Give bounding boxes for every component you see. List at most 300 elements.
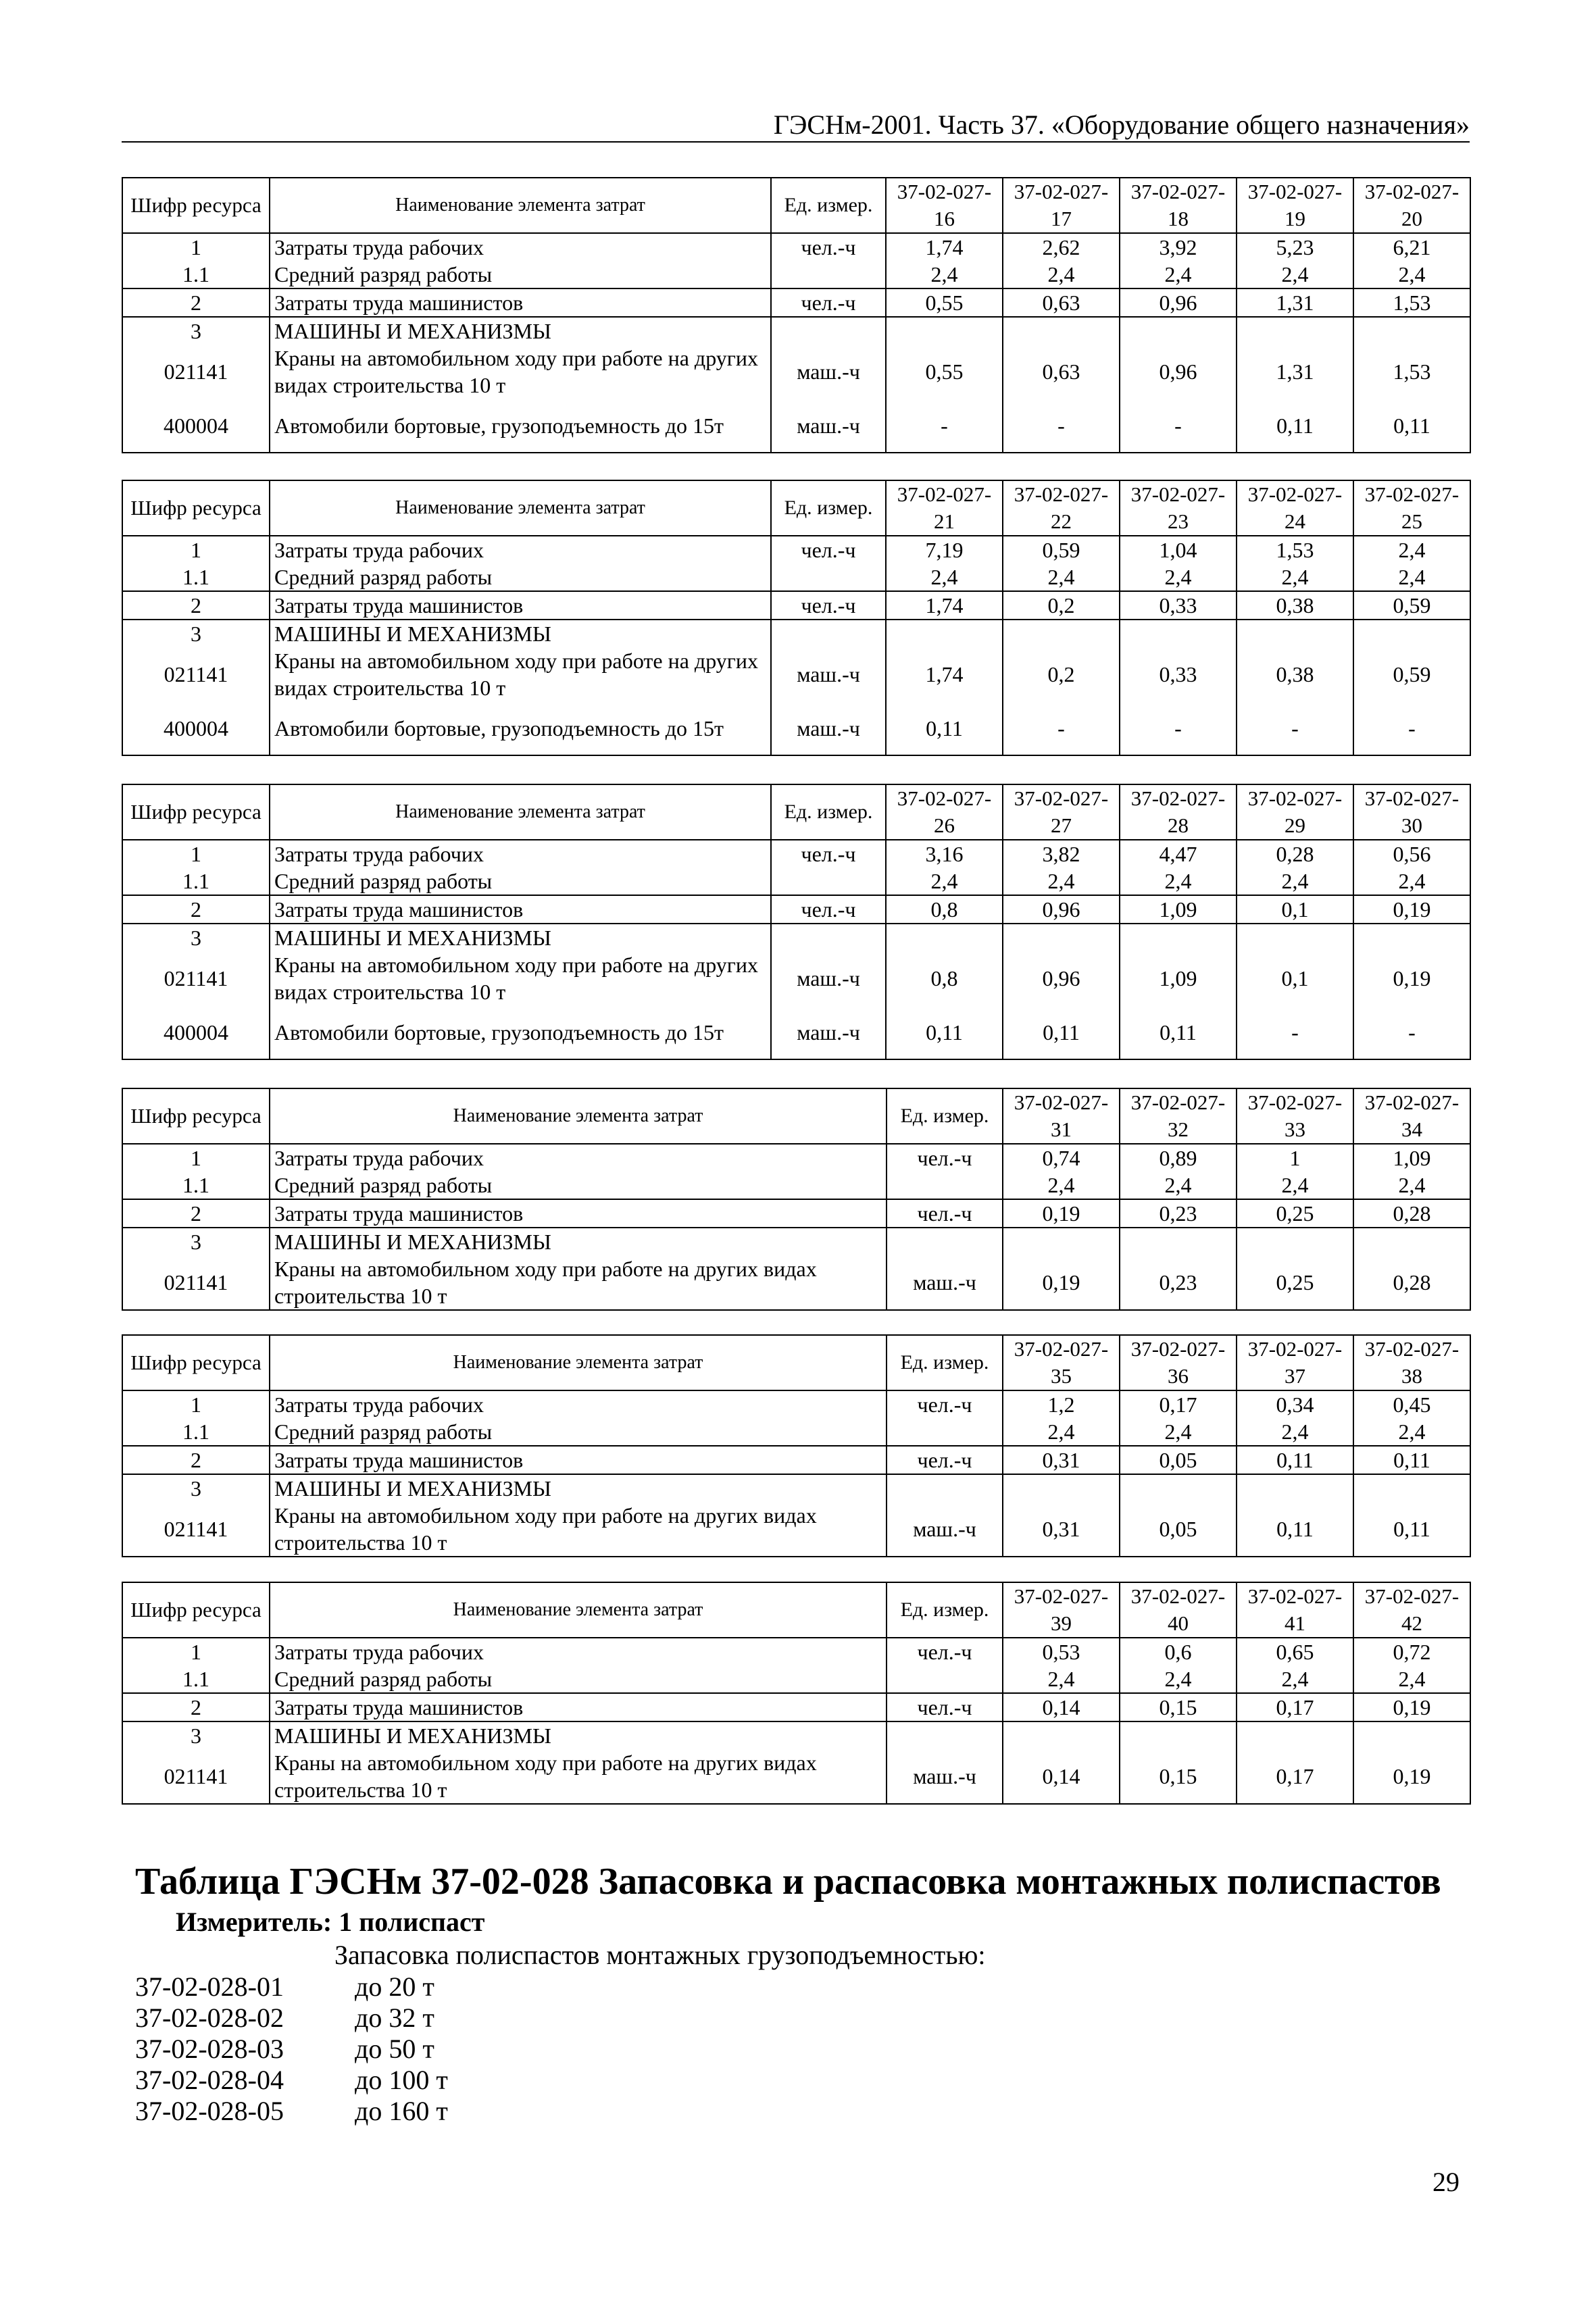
row-unit: маш.-ч — [887, 1749, 1003, 1804]
row-value — [1237, 1228, 1353, 1255]
row-unit: чел.-ч — [771, 895, 886, 924]
row-name: Затраты труда машинистов — [270, 895, 771, 924]
row-value: 0,31 — [1003, 1446, 1120, 1474]
row-value — [1237, 317, 1353, 345]
table-row — [122, 840, 1470, 867]
row-name: Краны на автомобильном ходу при работе на других видах строительства 10 т — [270, 647, 771, 701]
row-value — [1237, 1721, 1353, 1749]
item-label: до 100 т — [355, 2065, 448, 2095]
row-unit: чел.-ч — [887, 1638, 1003, 1665]
row-code: 1 — [122, 536, 270, 563]
row-unit: чел.-ч — [887, 1446, 1003, 1474]
row-value: 0,23 — [1120, 1199, 1237, 1228]
table-row — [122, 1693, 1470, 1721]
row-name: Средний разряд работы — [270, 1665, 887, 1693]
header-unit: Ед. измер. — [887, 1582, 1003, 1638]
row-value: 5,23 — [1237, 233, 1353, 261]
row-value: 1,04 — [1120, 536, 1237, 563]
row-value: 2,4 — [886, 867, 1003, 895]
row-unit — [887, 1172, 1003, 1199]
row-value — [1237, 1474, 1353, 1502]
row-value: 2,4 — [1353, 1172, 1470, 1199]
row-name: Затраты труда машинистов — [270, 288, 771, 317]
table-header-row — [122, 178, 1470, 233]
row-name: МАШИНЫ И МЕХАНИЗМЫ — [270, 1228, 887, 1255]
row-value: 0,63 — [1003, 345, 1120, 399]
header-norm-code: 37-02-027-39 — [1003, 1582, 1120, 1638]
table-row — [122, 1418, 1470, 1446]
row-unit — [887, 1418, 1003, 1446]
row-name: Средний разряд работы — [270, 563, 771, 591]
norm-table — [122, 1334, 1471, 1557]
table-row — [122, 867, 1470, 895]
row-unit: маш.-ч — [887, 1502, 1003, 1557]
row-value — [1120, 317, 1237, 345]
header-norm-code: 37-02-027-23 — [1120, 480, 1237, 536]
row-name: Краны на автомобильном ходу при работе на других видах строительства 10 т — [270, 345, 771, 399]
row-unit — [887, 1721, 1003, 1749]
row-value: 0,05 — [1120, 1446, 1237, 1474]
row-value: 2,4 — [1120, 1665, 1237, 1693]
row-unit — [887, 1228, 1003, 1255]
table-row — [122, 233, 1470, 261]
row-value — [1353, 1228, 1470, 1255]
row-value: 0,34 — [1237, 1390, 1353, 1418]
row-value: 2,62 — [1003, 233, 1120, 261]
table-row — [122, 647, 1470, 701]
header-code: Шифр ресурса — [122, 784, 270, 840]
row-value — [886, 924, 1003, 951]
table-row — [122, 1502, 1470, 1557]
row-name: Затраты труда рабочих — [270, 840, 771, 867]
row-code: 2 — [122, 288, 270, 317]
row-code: 1 — [122, 233, 270, 261]
row-value: 0,14 — [1003, 1693, 1120, 1721]
row-value: 2,4 — [1120, 867, 1237, 895]
table-row — [122, 536, 1470, 563]
item-code: 37-02-028-03 — [135, 2034, 284, 2064]
row-value: 1 — [1237, 1144, 1353, 1172]
row-value: 2,4 — [1120, 1418, 1237, 1446]
header-norm-code: 37-02-027-27 — [1003, 784, 1120, 840]
header-norm-code: 37-02-027-42 — [1353, 1582, 1470, 1638]
table-row — [122, 951, 1470, 1005]
row-value: 1,31 — [1237, 288, 1353, 317]
row-code: 3 — [122, 620, 270, 647]
table-row — [122, 1721, 1470, 1749]
row-value: 0,65 — [1237, 1638, 1353, 1665]
row-value: 0,15 — [1120, 1693, 1237, 1721]
row-unit: чел.-ч — [771, 233, 886, 261]
header-norm-code: 37-02-027-37 — [1237, 1335, 1353, 1390]
row-value — [1353, 924, 1470, 951]
row-value — [1003, 1474, 1120, 1502]
table-row — [122, 1172, 1470, 1199]
header-code: Шифр ресурса — [122, 1582, 270, 1638]
row-value: 2,4 — [1353, 1418, 1470, 1446]
section-description: Запасовка полиспастов монтажных грузоподъемностью: — [334, 1940, 986, 1970]
row-value: 2,4 — [1003, 563, 1120, 591]
row-value: 6,21 — [1353, 233, 1470, 261]
row-code: 1.1 — [122, 1172, 270, 1199]
row-name: МАШИНЫ И МЕХАНИЗМЫ — [270, 1721, 887, 1749]
row-value: 0,17 — [1237, 1693, 1353, 1721]
row-value: 0,11 — [1353, 399, 1470, 453]
row-unit: маш.-ч — [771, 1005, 886, 1059]
row-value: 0,28 — [1353, 1199, 1470, 1228]
row-value: 2,4 — [1120, 563, 1237, 591]
row-value: 0,19 — [1003, 1255, 1120, 1310]
table-row — [122, 1474, 1470, 1502]
row-value: 0,45 — [1353, 1390, 1470, 1418]
row-unit: маш.-ч — [887, 1255, 1003, 1310]
row-value: 1,53 — [1353, 345, 1470, 399]
row-value: 0,59 — [1003, 536, 1120, 563]
row-value: 2,4 — [1237, 261, 1353, 288]
row-value: 2,4 — [1237, 1172, 1353, 1199]
table-row — [122, 345, 1470, 399]
row-code: 021141 — [122, 951, 270, 1005]
row-name: Краны на автомобильном ходу при работе на других видах строительства 10 т — [270, 1255, 887, 1310]
table-row — [122, 1255, 1470, 1310]
header-norm-code: 37-02-027-22 — [1003, 480, 1120, 536]
header-norm-code: 37-02-027-34 — [1353, 1088, 1470, 1144]
row-name: Затраты труда рабочих — [270, 1638, 887, 1665]
row-unit: чел.-ч — [887, 1390, 1003, 1418]
row-value — [1003, 1228, 1120, 1255]
row-value: 0,31 — [1003, 1502, 1120, 1557]
row-value — [1353, 620, 1470, 647]
row-code: 3 — [122, 1228, 270, 1255]
row-value: 0,38 — [1237, 591, 1353, 620]
row-value: - — [1237, 701, 1353, 755]
row-name: МАШИНЫ И МЕХАНИЗМЫ — [270, 924, 771, 951]
row-code: 3 — [122, 1474, 270, 1502]
row-name: Краны на автомобильном ходу при работе на других видах строительства 10 т — [270, 1749, 887, 1804]
row-value — [886, 317, 1003, 345]
table-row — [122, 1199, 1470, 1228]
row-value — [1003, 620, 1120, 647]
row-value: 0,2 — [1003, 591, 1120, 620]
row-value: 0,59 — [1353, 647, 1470, 701]
row-value: 3,92 — [1120, 233, 1237, 261]
table-row — [122, 261, 1470, 288]
row-value: 0,38 — [1237, 647, 1353, 701]
row-code: 1 — [122, 1144, 270, 1172]
row-value: 0,53 — [1003, 1638, 1120, 1665]
row-unit: маш.-ч — [771, 399, 886, 453]
header-norm-code: 37-02-027-41 — [1237, 1582, 1353, 1638]
table-row — [122, 1390, 1470, 1418]
row-value: 2,4 — [1353, 536, 1470, 563]
row-unit — [771, 867, 886, 895]
row-value: 0,14 — [1003, 1749, 1120, 1804]
header-norm-code: 37-02-027-17 — [1003, 178, 1120, 233]
row-name: МАШИНЫ И МЕХАНИЗМЫ — [270, 317, 771, 345]
header-norm-code: 37-02-027-40 — [1120, 1582, 1237, 1638]
row-value: 1,74 — [886, 233, 1003, 261]
row-value: 0,11 — [1237, 1446, 1353, 1474]
table-row — [122, 1144, 1470, 1172]
row-name: Краны на автомобильном ходу при работе на других видах строительства 10 т — [270, 951, 771, 1005]
row-name: Средний разряд работы — [270, 867, 771, 895]
row-name: Автомобили бортовые, грузоподъемность до 15т — [270, 399, 771, 453]
row-value: 2,4 — [1353, 563, 1470, 591]
row-unit: маш.-ч — [771, 951, 886, 1005]
row-name: Затраты труда машинистов — [270, 1446, 887, 1474]
row-value: 0,56 — [1353, 840, 1470, 867]
row-value: 1,74 — [886, 591, 1003, 620]
row-value: 1,53 — [1353, 288, 1470, 317]
row-value: - — [886, 399, 1003, 453]
row-value: 0,25 — [1237, 1199, 1353, 1228]
header-code: Шифр ресурса — [122, 1088, 270, 1144]
item-label: до 20 т — [355, 1971, 434, 2002]
row-value: 0,11 — [1237, 399, 1353, 453]
table-header-row — [122, 784, 1470, 840]
row-value: 0,19 — [1353, 1749, 1470, 1804]
row-value — [1120, 1474, 1237, 1502]
row-value: 1,53 — [1237, 536, 1353, 563]
header-norm-code: 37-02-027-36 — [1120, 1335, 1237, 1390]
row-value: 0,11 — [1003, 1005, 1120, 1059]
table-header-row — [122, 480, 1470, 536]
row-code: 1 — [122, 840, 270, 867]
row-value: - — [1120, 399, 1237, 453]
row-value: 0,2 — [1003, 647, 1120, 701]
row-value — [1353, 317, 1470, 345]
row-unit: маш.-ч — [771, 345, 886, 399]
row-unit: чел.-ч — [771, 591, 886, 620]
row-name: Затраты труда рабочих — [270, 536, 771, 563]
row-value — [1003, 1721, 1120, 1749]
table-row — [122, 399, 1470, 453]
header-norm-code: 37-02-027-18 — [1120, 178, 1237, 233]
row-value: - — [1353, 1005, 1470, 1059]
row-value: 0,23 — [1120, 1255, 1237, 1310]
row-value: 0,19 — [1353, 1693, 1470, 1721]
row-value: 0,17 — [1120, 1390, 1237, 1418]
header-unit: Ед. измер. — [887, 1335, 1003, 1390]
header-name: Наименование элемента затрат — [270, 784, 771, 840]
header-norm-code: 37-02-027-32 — [1120, 1088, 1237, 1144]
row-value: 0,1 — [1237, 951, 1353, 1005]
table-row — [122, 317, 1470, 345]
row-value: 0,96 — [1003, 951, 1120, 1005]
row-code: 021141 — [122, 1255, 270, 1310]
row-value — [1237, 620, 1353, 647]
row-unit: чел.-ч — [771, 536, 886, 563]
row-code: 021141 — [122, 1502, 270, 1557]
norm-table — [122, 1088, 1471, 1311]
row-value: 1,09 — [1353, 1144, 1470, 1172]
table-header-row — [122, 1335, 1470, 1390]
row-unit: чел.-ч — [887, 1693, 1003, 1721]
row-code: 1.1 — [122, 261, 270, 288]
row-unit — [771, 317, 886, 345]
row-value: 2,4 — [1353, 867, 1470, 895]
norm-table — [122, 177, 1471, 453]
row-unit: маш.-ч — [771, 647, 886, 701]
row-code: 1.1 — [122, 1665, 270, 1693]
header-name: Наименование элемента затрат — [270, 480, 771, 536]
table-row — [122, 1228, 1470, 1255]
row-value: 0,19 — [1353, 895, 1470, 924]
row-value: 2,4 — [1003, 1418, 1120, 1446]
row-value: 2,4 — [1003, 867, 1120, 895]
table-row — [122, 563, 1470, 591]
row-value: 0,25 — [1237, 1255, 1353, 1310]
row-value: 2,4 — [1237, 867, 1353, 895]
row-value: 0,89 — [1120, 1144, 1237, 1172]
header-unit: Ед. измер. — [771, 784, 886, 840]
row-value: 0,96 — [1003, 895, 1120, 924]
header-norm-code: 37-02-027-38 — [1353, 1335, 1470, 1390]
row-code: 1 — [122, 1390, 270, 1418]
row-value: 0,11 — [1237, 1502, 1353, 1557]
row-value: 0,17 — [1237, 1749, 1353, 1804]
row-unit: чел.-ч — [887, 1199, 1003, 1228]
section-title: Таблица ГЭСНм 37-02-028 Запасовка и распасовка монтажных полиспастов — [135, 1861, 1441, 1903]
row-code: 400004 — [122, 1005, 270, 1059]
table-header-row — [122, 1088, 1470, 1144]
table-row — [122, 288, 1470, 317]
row-code: 2 — [122, 1199, 270, 1228]
row-value: 3,16 — [886, 840, 1003, 867]
item-code: 37-02-028-02 — [135, 2003, 284, 2033]
row-value: 0,8 — [886, 895, 1003, 924]
row-value: 2,4 — [1003, 261, 1120, 288]
row-name: Средний разряд работы — [270, 1418, 887, 1446]
row-value — [1237, 924, 1353, 951]
header-name: Наименование элемента затрат — [270, 1088, 887, 1144]
row-name: Затраты труда машинистов — [270, 1693, 887, 1721]
row-value: 0,55 — [886, 288, 1003, 317]
header-rule — [122, 141, 1470, 143]
row-value: 0,28 — [1353, 1255, 1470, 1310]
row-value: - — [1003, 399, 1120, 453]
table-row — [122, 1005, 1470, 1059]
row-code: 3 — [122, 1721, 270, 1749]
row-value: 1,09 — [1120, 951, 1237, 1005]
row-value: 2,4 — [1237, 1418, 1353, 1446]
norm-table — [122, 784, 1471, 1060]
table-row — [122, 895, 1470, 924]
row-value: 0,05 — [1120, 1502, 1237, 1557]
row-unit — [771, 924, 886, 951]
row-unit: чел.-ч — [771, 288, 886, 317]
row-code: 400004 — [122, 399, 270, 453]
table-row — [122, 1665, 1470, 1693]
header-norm-code: 37-02-027-16 — [886, 178, 1003, 233]
row-unit — [887, 1474, 1003, 1502]
row-name: Затраты труда рабочих — [270, 233, 771, 261]
row-value: 0,19 — [1353, 951, 1470, 1005]
header-unit: Ед. измер. — [771, 178, 886, 233]
row-name: Затраты труда машинистов — [270, 591, 771, 620]
row-code: 3 — [122, 924, 270, 951]
row-value — [886, 620, 1003, 647]
row-code: 1.1 — [122, 867, 270, 895]
row-name: МАШИНЫ И МЕХАНИЗМЫ — [270, 1474, 887, 1502]
table-row — [122, 620, 1470, 647]
row-value: 1,31 — [1237, 345, 1353, 399]
header-norm-code: 37-02-027-29 — [1237, 784, 1353, 840]
row-value: 0,19 — [1003, 1199, 1120, 1228]
item-label: до 32 т — [355, 2003, 434, 2033]
table-row — [122, 924, 1470, 951]
row-value: 0,63 — [1003, 288, 1120, 317]
row-value: 1,09 — [1120, 895, 1237, 924]
header-norm-code: 37-02-027-26 — [886, 784, 1003, 840]
row-name: Средний разряд работы — [270, 1172, 887, 1199]
row-value: 0,11 — [1353, 1446, 1470, 1474]
row-value: 0,55 — [886, 345, 1003, 399]
row-value: 0,11 — [1353, 1502, 1470, 1557]
row-value: 2,4 — [1237, 563, 1353, 591]
item-code: 37-02-028-05 — [135, 2096, 284, 2126]
table-row — [122, 591, 1470, 620]
item-code: 37-02-028-04 — [135, 2065, 284, 2095]
row-code: 1.1 — [122, 1418, 270, 1446]
row-value — [1003, 317, 1120, 345]
row-value — [1120, 1228, 1237, 1255]
header-code: Шифр ресурса — [122, 178, 270, 233]
row-value: 3,82 — [1003, 840, 1120, 867]
row-value: 0,72 — [1353, 1638, 1470, 1665]
row-value — [1353, 1721, 1470, 1749]
row-value: 0,28 — [1237, 840, 1353, 867]
row-value: 0,6 — [1120, 1638, 1237, 1665]
row-value: 0,74 — [1003, 1144, 1120, 1172]
row-value: 2,4 — [1237, 1665, 1353, 1693]
row-code: 400004 — [122, 701, 270, 755]
row-value: 0,96 — [1120, 288, 1237, 317]
header-norm-code: 37-02-027-25 — [1353, 480, 1470, 536]
header-norm-code: 37-02-027-19 — [1237, 178, 1353, 233]
header-norm-code: 37-02-027-21 — [886, 480, 1003, 536]
header-norm-code: 37-02-027-28 — [1120, 784, 1237, 840]
page-header: ГЭСНм-2001. Часть 37. «Оборудование общего назначения» — [773, 109, 1470, 140]
row-value: 0,11 — [886, 1005, 1003, 1059]
row-unit: чел.-ч — [771, 840, 886, 867]
row-value: 2,4 — [886, 261, 1003, 288]
row-unit — [771, 261, 886, 288]
row-name: Затраты труда рабочих — [270, 1144, 887, 1172]
row-value: - — [1353, 701, 1470, 755]
row-value — [1003, 924, 1120, 951]
norm-table — [122, 1582, 1471, 1805]
row-unit: чел.-ч — [887, 1144, 1003, 1172]
row-code: 2 — [122, 591, 270, 620]
row-unit: маш.-ч — [771, 701, 886, 755]
row-code: 021141 — [122, 345, 270, 399]
header-norm-code: 37-02-027-24 — [1237, 480, 1353, 536]
row-unit — [771, 563, 886, 591]
header-name: Наименование элемента затрат — [270, 178, 771, 233]
row-value: 1,74 — [886, 647, 1003, 701]
row-code: 021141 — [122, 1749, 270, 1804]
row-value — [1120, 924, 1237, 951]
row-code: 1.1 — [122, 563, 270, 591]
row-value — [1120, 1721, 1237, 1749]
row-value: 2,4 — [1353, 261, 1470, 288]
header-norm-code: 37-02-027-20 — [1353, 178, 1470, 233]
row-name: Затраты труда машинистов — [270, 1199, 887, 1228]
row-name: Автомобили бортовые, грузоподъемность до 15т — [270, 701, 771, 755]
row-value: 0,11 — [1120, 1005, 1237, 1059]
header-name: Наименование элемента затрат — [270, 1335, 887, 1390]
